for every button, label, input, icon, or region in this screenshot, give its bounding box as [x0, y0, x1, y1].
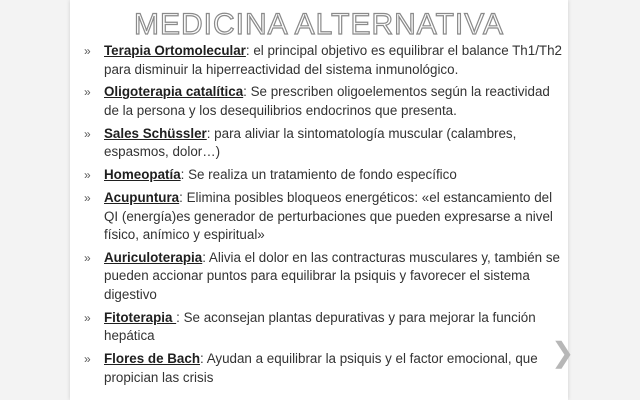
term-label: Auriculoterapia [104, 249, 203, 265]
term-description: : el principal objetivo es equilibrar el balance Th1/Th2 para disminuir la hiperreactividad del sistema inmunológico. [104, 43, 562, 77]
therapy-list [82, 42, 562, 392]
list-item [82, 189, 562, 245]
list-item [82, 350, 562, 387]
bullet-icon: » [84, 190, 91, 205]
term-label: Fitoterapia [104, 309, 177, 325]
term-label: Homeopatía [104, 167, 181, 183]
next-slide-icon[interactable]: ❯ [551, 337, 575, 368]
bullet-icon: » [84, 168, 91, 183]
term-description: : Se realiza un tratamiento de fondo específico [180, 167, 457, 183]
slide-title: MEDICINA ALTERNATIVA [133, 8, 505, 41]
bullet-icon: » [84, 126, 91, 141]
term-description: : Se aconsejan plantas depurativas y para mejorar la función hepática [104, 309, 536, 344]
bullet-icon: » [84, 352, 91, 367]
bullet-icon: » [84, 85, 91, 100]
term-description: : Se prescriben oligoelementos según la reactividad de la persona y los desequilibrios endocrinos que presenta. [104, 84, 550, 118]
term-label: Acupuntura [104, 189, 180, 205]
bullet-icon: » [84, 310, 91, 325]
list-item [82, 42, 562, 79]
bullet-icon: » [84, 44, 91, 58]
term-label: Flores de Bach [104, 351, 200, 367]
list-item [82, 125, 562, 162]
list-item [82, 309, 562, 346]
term-description: : Elimina posibles bloqueos energéticos: «el estancamiento del QI (energía)es generador de perturbaciones que pueden expresarse a nivel físico, anímico y espiritual» [104, 189, 553, 243]
term-label: Terapia Ortomolecular [104, 43, 246, 58]
list-item [82, 83, 562, 120]
list-item [82, 166, 562, 185]
bullet-icon: » [84, 250, 91, 265]
list-item [82, 249, 562, 305]
term-label: Oligoterapia catalítica [104, 84, 244, 100]
term-description: : Alivia el dolor en las contracturas musculares y, también se pueden accionar puntos para equilibrar la psiquis y favorecer el sistema digestivo [104, 249, 560, 303]
term-description: : para aliviar la sintomatología muscular (calambres, espasmos, dolor…) [104, 125, 517, 160]
term-label: Sales Schüssler [104, 125, 207, 141]
term-description: : Ayudan a equilibrar la psiquis y el factor emocional, que propician las crisis [104, 351, 538, 385]
